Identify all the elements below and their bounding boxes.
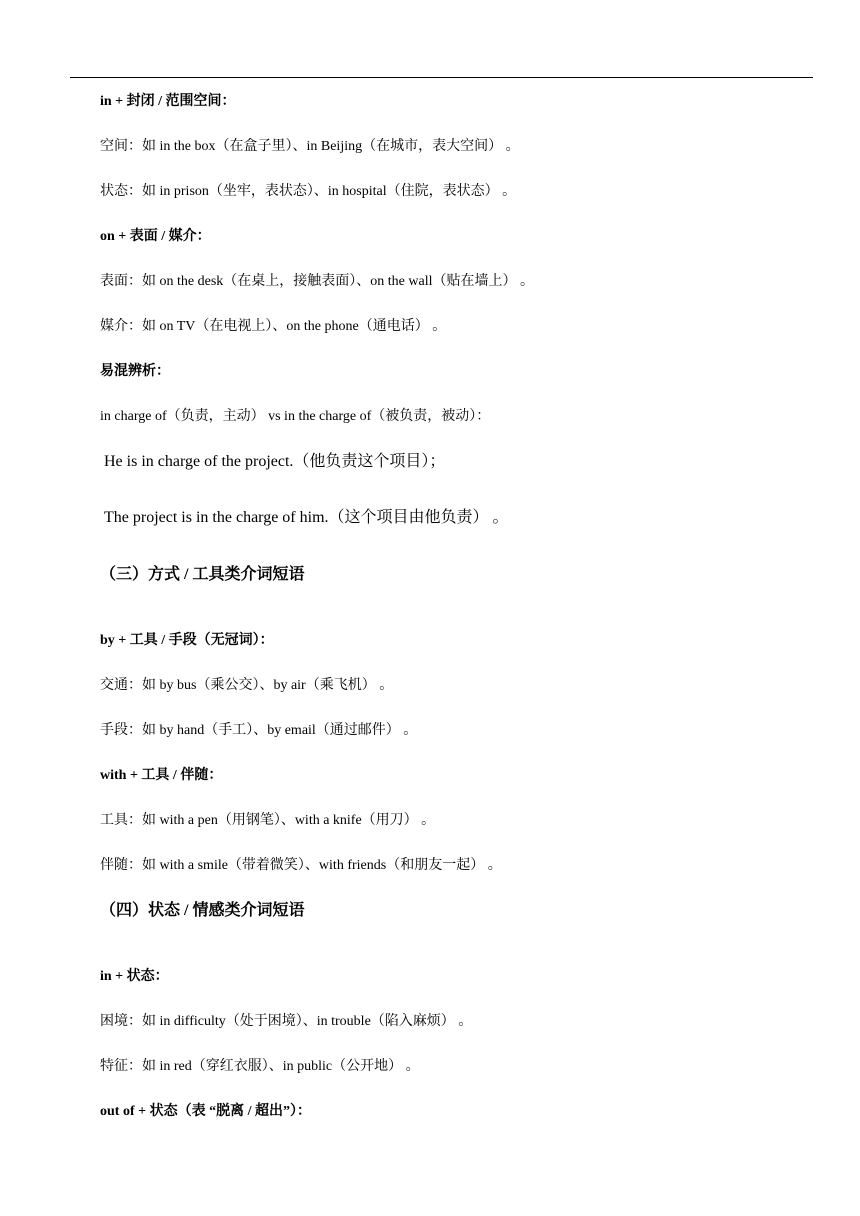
heading-confusables: 易混辨析： — [100, 364, 170, 379]
example-sentence-2: The project is in the charge of him.（这个项目由他负责） 。 — [104, 509, 509, 526]
heading-by-tool: by + 工具 / 手段（无冠词）： — [100, 633, 274, 648]
text-line-in-charge-of: in charge of（负责，主动） vs in the charge of（被负责，被动）： — [100, 409, 491, 424]
heading-in-state: in + 状态： — [100, 969, 169, 984]
example-sentence-1: He is in charge of the project.（他负责这个项目）； — [104, 453, 446, 470]
text-line-space: 空间：如 in the box（在盒子里）、in Beijing（在城市，表大空间） 。 — [100, 139, 520, 154]
heading-out-of-state: out of + 状态（表 “脱离 / 超出”）： — [100, 1104, 311, 1119]
heading-with-tool: with + 工具 / 伴随： — [100, 768, 223, 783]
heading-on-surface-medium: on + 表面 / 媒介： — [100, 229, 211, 244]
text-line-medium: 媒介：如 on TV（在电视上）、on the phone（通电话） 。 — [100, 319, 447, 334]
text-line-difficulty: 困境：如 in difficulty（处于困境）、in trouble（陷入麻烦） 。 — [100, 1014, 473, 1029]
text-line-tool: 工具：如 with a pen（用钢笔）、with a knife（用刀） 。 — [100, 813, 436, 828]
section-heading-manner-tool: （三）方式 / 工具类介词短语 — [100, 566, 305, 583]
header-rule — [70, 77, 813, 78]
text-line-means: 手段：如 by hand（手工）、by email（通过邮件） 。 — [100, 723, 418, 738]
text-line-surface: 表面：如 on the desk（在桌上，接触表面）、on the wall（贴在墙上） 。 — [100, 274, 534, 289]
text-line-feature: 特征：如 in red（穿红衣服）、in public（公开地） 。 — [100, 1059, 420, 1074]
text-line-transport: 交通：如 by bus（乘公交）、by air（乘飞机） 。 — [100, 678, 394, 693]
heading-in-enclosed-space: in + 封闭 / 范围空间： — [100, 94, 236, 109]
section-heading-state-emotion: （四）状态 / 情感类介词短语 — [100, 902, 305, 919]
text-line-state: 状态：如 in prison（坐牢，表状态）、in hospital（住院，表状态） 。 — [100, 184, 517, 199]
text-line-accompany: 伴随：如 with a smile（带着微笑）、with friends（和朋友一起） 。 — [100, 858, 502, 873]
